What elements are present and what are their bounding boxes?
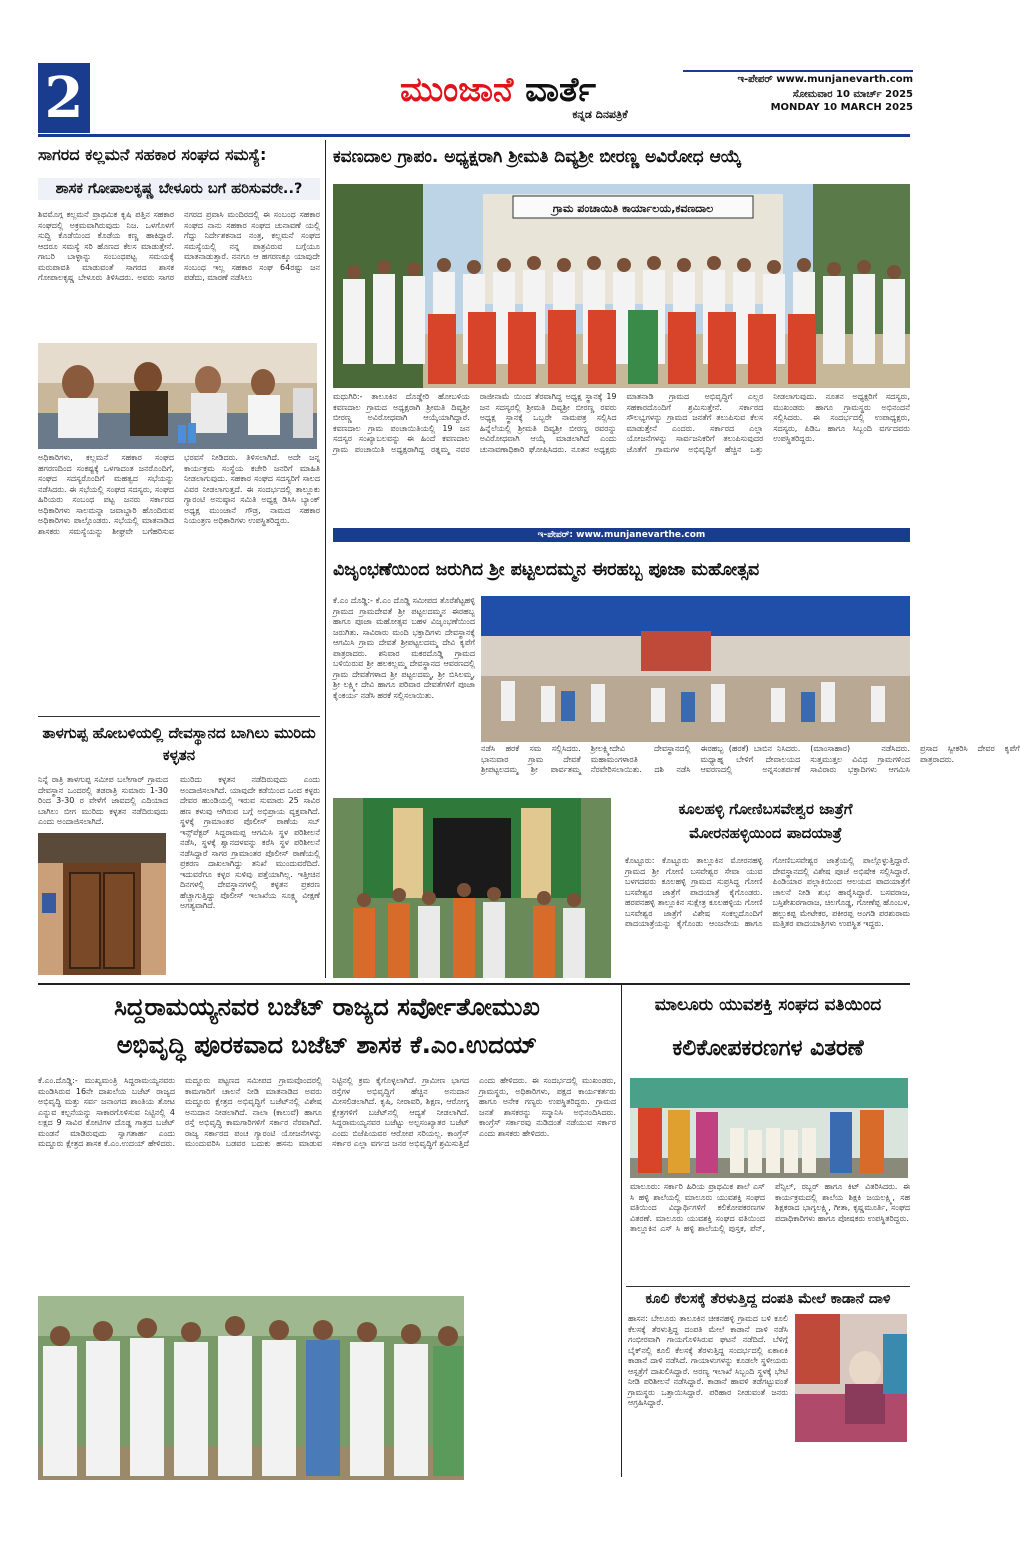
epaper-divider[interactable]: ಇ-ಪೇಪರ್: www.munjanevarthe.com xyxy=(333,528,910,542)
section-rule xyxy=(38,983,910,985)
photo-sign-text: ಗ್ರಾಮ ಪಂಚಾಯಿತಿ ಕಾರ್ಯಾಲಯ,ಕವಣದಾಲ xyxy=(552,202,714,215)
budget-headline-1[interactable]: ಸಿದ್ದರಾಮಯ್ಯನವರ ಬಜೆಟ್ ರಾಜ್ಯದ ಸರ್ವೋತೋಮುಖ xyxy=(114,993,540,1021)
sagara-headline-1[interactable]: ಸಾಗರದ ಕಲ್ಲಮನೆ ಸಹಕಾರ ಸಂಘದ ಸಮಸ್ಯೆ: xyxy=(38,145,267,164)
page-number: 2 xyxy=(38,63,90,133)
budget-body: ಕೆ.ಎಂ.ದೊಡ್ಡಿ:- ಮುಖ್ಯಮಂತ್ರಿ ಸಿದ್ದರಾಮಯ್ಯನವರು ಮಂಡಿಸಿರುವ 16ನೇ ದಾಖಲೆಯ ಬಜೆಟ್ ರಾಜ್ಯದ ಅಭಿವೃದ್ಧಿ ಮತ್ತು ಸರ್ವ ಜನಾಂಗದ ಶಾಂತಿಯ ತೋಟ ಎನ್ನುವ ಕಲ್ಪನೆಯನ್ನು ಸಾಕಾರಗೊಳಿಸುವ ನಿಟ್ಟಿನಲ್ಲಿ 4 ಲಕ್ಷದ 9 ಸಾವಿರ ಕೋಟಿಗಳ ದೊಡ್ಡ ಗಾತ್ರದ ಬಜೆಟ್ ಮಂಡನೆ ಮಾಡಿರುವುದು ಸ್ವಾಗತಾರ್ಹ ಎಂದು ಮದ್ದೂರು ಕ್ಷೇತ್ರದ ಶಾಸಕ ಕೆ.ಎಂ.ಉದಯ್ ಹೇಳಿದರು. ಮದ್ದೂರು ಪಟ್ಟಣದ ಸಮೀಪದ ಗ್ರಾಮವೊಂದರಲ್ಲಿ ಕಾಮಗಾರಿಗೆ ಚಾಲನೆ ನೀಡಿ ಮಾತನಾಡಿದ ಅವರು ಮದ್ದೂರು ಕ್ಷೇತ್ರದ ಅಭಿವೃದ್ಧಿಗೆ ಬಜೆಟ್‌ನಲ್ಲಿ ವಿಶೇಷ ಅನುದಾನ ನೀಡಲಾಗಿದೆ. ನಾಲಾ (ಕಾಲುವೆ) ಹಾಗೂ ರಸ್ತೆ ಅಭಿವೃದ್ಧಿ ಕಾಮಗಾರಿಗಳಿಗೆ ಸರ್ಕಾರ ನೆರವಾಗಿದೆ. ರಾಜ್ಯ ಸರ್ಕಾರದ ಪಂಚ ಗ್ಯಾರಂಟಿ ಯೋಜನೆಗಳನ್ನು ಮುಂದುವರಿಸಿ ಬಡವರ ಬದುಕು ಹಸನು ಮಾಡುವ ನಿಟ್ಟಿನಲ್ಲಿ ಕ್ರಮ ಕೈಗೊಳ್ಳಲಾಗಿದೆ. ಗ್ರಾಮೀಣ ಭಾಗದ ರಸ್ತೆಗಳ ಅಭಿವೃದ್ಧಿಗೆ ಹೆಚ್ಚಿನ ಅನುದಾನ ಮೀಸಲಿಡಲಾಗಿದೆ. ಕೃಷಿ, ನೀರಾವರಿ, ಶಿಕ್ಷಣ, ಆರೋಗ್ಯ ಕ್ಷೇತ್ರಗಳಿಗೆ ಬಜೆಟ್‌ನಲ್ಲಿ ಆದ್ಯತೆ ನೀಡಲಾಗಿದೆ. ಸಿದ್ದರಾಮಯ್ಯನವರ ಬಜೆಟ್ಟು ಅಲ್ಪಸಂಖ್ಯಾತರ ಬಜೆಟ್ ಎಂದು ಬಿಜೆಪಿಯವರ ಆರೋಪ ಸರಿಯಲ್ಲ. ಕಾಂಗ್ರೆಸ್ ಸರ್ಕಾರ ಎಲ್ಲಾ ವರ್ಗದ ಜನರ ಅಭಿವೃದ್ಧಿಗೆ ಶ್ರಮಿಸುತ್ತಿದೆ ಎಂದು ಹೇಳಿದರು. ಈ ಸಂದರ್ಭದಲ್ಲಿ ಮುಖಂಡರು, ಗ್ರಾಮಸ್ಥರು, ಅಧಿಕಾರಿಗಳು, ಪಕ್ಷದ ಕಾರ್ಯಕರ್ತರು ಹಾಗೂ ಅನೇಕ ಗಣ್ಯರು ಉಪಸ್ಥಿತರಿದ್ದರು. ಗ್ರಾಮದ ಜನತೆ ಶಾಸಕರನ್ನು ಸನ್ಮಾನಿಸಿ ಅಭಿನಂದಿಸಿದರು. ಕಾಂಗ್ರೆಸ್ ಸರ್ಕಾರವು ನುಡಿದಂತೆ ನಡೆಯುವ ಸರ್ಕಾರ ಎಂದು ಶಾಸಕರು ಹೇಳಿದರು. xyxy=(38,1076,616,1148)
masthead-rule xyxy=(38,134,910,137)
padayatra-photo xyxy=(333,798,611,978)
sagara-headline-2[interactable]: ಶಾಸಕ ಗೋಪಾಲಕೃಷ್ಣ ಬೇಳೂರು ಬಗೆ ಹರಿಸುವರೇ..? xyxy=(38,178,320,200)
column-divider xyxy=(325,140,326,978)
budget-headline-2[interactable]: ಅಭಿವೃದ್ಧಿ ಪೂರಕವಾದ ಬಜೆಟ್ ಶಾಸಕ ಕೆ.ಎಂ.ಉದಯ್ xyxy=(116,1031,538,1059)
malur-headline-2[interactable]: ಕಲಿಕೋಪಕರಣಗಳ ವಿತರಣೆ xyxy=(672,1036,864,1061)
talaguppa-headline[interactable] xyxy=(38,722,320,766)
malur-body: ಮಾಲೂರು: ಸರ್ಕಾರಿ ಹಿರಿಯ ಪ್ರಾಥಮಿಕ ಶಾಲೆ ಎಸ್ ಸಿ ಹಳ್ಳಿ ಶಾಲೆಯಲ್ಲಿ ಮಾಲೂರು ಯುವಶಕ್ತಿ ಸಂಘದ ವತಿಯಿಂದ ವಿದ್ಯಾರ್ಥಿಗಳಿಗೆ ಕಲಿಕೋಪಕರಣಗಳ ವಿತರಣೆ. ಮಾಲೂರು ಯುವಶಕ್ತಿ ಸಂಘದ ವತಿಯಿಂದ ತಾಲ್ಲೂಕಿನ ಎಸ್ ಸಿ ಹಳ್ಳಿ ಶಾಲೆಯಲ್ಲಿ ಪುಸ್ತಕ, ಪೆನ್, ಪೆನ್ಸಿಲ್, ರಬ್ಬರ್ ಹಾಗೂ ಕಿಟ್ ವಿತರಿಸಿದರು. ಈ ಕಾರ್ಯಕ್ರಮದಲ್ಲಿ ಶಾಲೆಯ ಶಿಕ್ಷಕಿ ಜಯಲಕ್ಷ್ಮಿ, ಸಹ ಶಿಕ್ಷಕರಾದ ಭಾಗ್ಯಲಕ್ಷ್ಮಿ, ಗೀತಾ, ಕೃಷ್ಣಮೂರ್ತಿ, ಸಂಘದ ಪದಾಧಿಕಾರಿಗಳು ಹಾಗೂ ಪೋಷಕರು ಉಪಸ್ಥಿತರಿದ್ದರು. xyxy=(630,1182,910,1233)
sagara-body-bottom: ಅಧಿಕಾರಿಗಳು, ಕಲ್ಲಮನೆ ಸಹಕಾರ ಸಂಘದ ಹಗರಣದಿಂದ ಸಂಕಷ್ಟಕ್ಕೆ ಒಳಗಾದಂತ ಜನರೊಂದಿಗೆ, ಸಂಘದ ಸದಸ್ಯರೊಂದಿಗೆ ಮಹತ್ವದ ಸಭೆಯನ್ನು ನಡೆಸಿದರು. ಈ ಸಭೆಯಲ್ಲಿ ಸಂಘದ ಸದಸ್ಯರು, ಸಂಘದ ಹಿರಿಯರು ಸಂಬಂಧ ಪಟ್ಟ ಜನರು ಸರ್ಕಾರದ ಅಧಿಕಾರಿಗಳು ಸಾಲಮನ್ನಾ ಜವಾಬ್ದಾರಿ ಹೊಂದಿರುವ ಅಧಿಕಾರಿಗಳು ಪಾಲ್ಗೊಂಡರು. ಸಭೆಯಲ್ಲಿ ಮಾತನಾಡಿದ ಶಾಸಕರು ಸಮಸ್ಯೆಯನ್ನು ಶೀಘ್ರವೇ ಬಗೆಹರಿಸುವ ಭರವಸೆ ನೀಡಿದರು. ತಿಳಿಸಲಾಗಿದೆ. ಅದೇ ಜನ್ನ ಕಾರ್ಯಕ್ರಮ ಸಂಸ್ಥೆಯ ಕಚೇರಿ ಜನರಿಗೆ ಮಾಹಿತಿ ನೀಡಲಾಗುವುದು. ಸಹಕಾರ ಸಂಘದ ಸದಸ್ಯರಿಗೆ ಸಾಲದ ವಿವರ ನೀಡಲಾಗುತ್ತದೆ. ಈ ಸಂದರ್ಭದಲ್ಲಿ ತಾಲ್ಲೂಕು ಗ್ಯಾರಂಟಿ ಅನುಷ್ಠಾನ ಸಮಿತಿ ಅಧ್ಯಕ್ಷ ಡಿಸಿಸಿ ಬ್ಯಾಂಕ್ ಅಧ್ಯಕ್ಷ ಮುಂಜಾನೆ ಗೌಡ್ರ, ನಾಮದ ಸಹಕಾರ ನಿಯಂತ್ರಣ ಅಧಿಕಾರಿಗಳು ಉಪಸ್ಥಿತರಿದ್ದರು. xyxy=(38,453,320,536)
epaper-url[interactable]: ಇ-ಪೇಪರ್ www.munjanevarth.com xyxy=(683,70,913,85)
kawanadala-headline[interactable]: ಕವಣದಾಲ ಗ್ರಾಪಂ. ಅಧ್ಯಕ್ಷರಾಗಿ ಶ್ರೀಮತಿ ದಿವ್ಯಶ್ರೀ ಬೀರಣ್ಣ ಅವಿರೋಧ ಆಯ್ಕೆ xyxy=(333,147,742,167)
talaguppa-body-right: ಮುರಿದು ಕಳ್ಳತನ ನಡೆದಿರುವುದು ಎಂದು ಅಂದಾಜಿಸಲಾಗಿದೆ. ಯಾವುದೇ ಕಡೆಯಿಂದ ಒಂದ ಕಳ್ಳರು ದೇವರ ಹುಂಡಿಯಲ್ಲಿ ಇರುವ ಸುಮಾರು 25 ಸಾವಿರ ಹಣ ಕಳುವು ಆಗಿರುವ ಬಗ್ಗೆ ಅಭಿಪ್ರಾಯ ವ್ಯಕ್ತವಾಗಿದೆ. ಸ್ಥಳಕ್ಕೆ ಗ್ರಾಮಾಂತರ ಪೊಲೀಸ್ ಠಾಣೆಯ ಸಬ್ ಇನ್ಸ್‌ಪೆಕ್ಟರ್ ಸಿದ್ದರಾಮಪ್ಪ ಆಗಮಿಸಿ ಸ್ಥಳ ಪರಿಶೀಲನೆ ನಡೆಸಿ, ಸ್ಥಳಕ್ಕೆ ಶ್ವಾನದಳವನ್ನು ಕರೆಸಿ ಸ್ಥಳ ಪರಿಶೀಲನೆ ನಡೆಸಿದ್ದಾರೆ ಸಾಗರ ಗ್ರಾಮಾಂತರ ಪೊಲೀಸ್ ಠಾಣೆಯಲ್ಲಿ ಪ್ರಕರಣ ದಾಖಲಾಗಿದ್ದು ತನಿಖೆ ಮುಂದುವರೆದಿದೆ. ಇದುವರೆಗೂ ಕಳ್ಳರ ಸುಳಿವು ಪತ್ತೆಯಾಗಿಲ್ಲ. ಇತ್ತೀಚಿನ ದಿನಗಳಲ್ಲಿ ದೇವಸ್ಥಾನಗಳಲ್ಲಿ ಕಳ್ಳತನ ಪ್ರಕರಣ ಹೆಚ್ಚಾಗುತ್ತಿದ್ದು ಪೊಲೀಸ್ ಇಲಾಖೆಯ ಸೂಕ್ಷ್ಮ ವೀಕ್ಷಣೆ ಅಗತ್ಯವಾಗಿದೆ. xyxy=(180,775,320,910)
newspaper-tagline: ಕನ್ನಡ ದಿನಪತ್ರಿಕೆ xyxy=(572,108,628,121)
hospital-photo xyxy=(795,1314,907,1442)
title-part1: ಮುಂಜಾನೆ xyxy=(400,70,514,110)
budget-event-photo xyxy=(38,1296,464,1480)
kolahalli-headline-2[interactable]: ಮೋರನಹಳ್ಳಿಯಿಂದ ಪಾದಯಾತ್ರೆ xyxy=(689,824,842,842)
kolahalli-body: ಕೊಟ್ಟೂರು: ಕೊಟ್ಟೂರು ತಾಲ್ಲೂಕಿನ ಮೋರನಹಳ್ಳಿ ಗ್ರಾಮದ ಶ್ರೀ ಗೋಣಿ ಬಸವೇಶ್ವರ ಸೇವಾ ಯುವ ಬಳಗದವರು ಕೂಲಹಳ್ಳಿ ಗ್ರಾಮದ ಸುಪ್ರಸಿದ್ಧ ಗೋಣಿ ಬಸವೇಶ್ವರ ಜಾತ್ರೆಗೆ ಪಾದಯಾತ್ರೆ ಕೈಗೊಂಡರು. ಹರಪನಹಳ್ಳಿ ತಾಲ್ಲೂಕಿನ ಸುಕ್ಷೇತ್ರ ಕೂಲಹಳ್ಳಿಯ ಗೋಣಿ ಬಸವೇಶ್ವರ ಜಾತ್ರೆಗೆ ವಿಶೇಷ ಸಂಕಲ್ಪದೊಂದಿಗೆ ಪಾದಯಾತ್ರೆಯನ್ನು ಕೈಗೊಂಡು ಆಂಜನೇಯ ಹಾಗೂ ಗೋಣಿಬಸವೇಶ್ವರ ಜಾತ್ರೆಯಲ್ಲಿ ಪಾಲ್ಗೊಳ್ಳುತ್ತಿದ್ದಾರೆ. ದೇವಸ್ಥಾನದಲ್ಲಿ ವಿಶೇಷ ಪೂಜೆ ಅಭಿಷೇಕ ಸಲ್ಲಿಸಿದ್ದಾರೆ. ಪಿಂಡಿಯಾರ ಪಲ್ಲಾಕಿಯಿಂದ ಆಲಯದ ಪಾದಯಾತ್ರೆಗೆ ಚಾಲನೆ ನೀಡಿ ಶುಭ ಹಾರೈಸಿದ್ದಾರೆ. ಬಸವರಾಜ, ಬಸ್ತಿಶೇಖರಗಾರಾಜ, ಚಿಲಗೊಡ್ಡ, ಗೋಣೆಪ್ಪ ಹೊಂಬಳ, ಹಲ್ಲುಕಪ್ಪ ಮೇಟೇಕರ, ಪಕೀರಪ್ಪ ಅಂಗಡಿ ಪರಶುರಾಮ ಮತ್ತಿತರ ಪಾದಯಾತ್ರಿಗಳು ಉಪಸ್ಥಿತ ಇದ್ದರು. xyxy=(625,856,910,928)
talaguppa-headline-text: ತಾಳಗುಪ್ಪ ಹೋಬಳಿಯಲ್ಲಿ ದೇವಸ್ಥಾನದ ಬಾಗಿಲು ಮುರಿದು ಕಳ್ಳತನ xyxy=(42,724,316,764)
malur-headline-1[interactable]: ಮಾಲೂರು ಯುವಶಕ್ತಿ ಸಂಘದ ವತಿಯಿಂದ xyxy=(654,995,882,1015)
section-rule xyxy=(38,716,320,717)
malur-school-photo xyxy=(630,1078,908,1178)
date-english: MONDAY 10 MARCH 2025 xyxy=(770,102,913,113)
pattaladamma-body-left: ಕೆ.ಎಂ ದೊಡ್ಡಿ:- ಕೆ.ಎಂ ದೊಡ್ಡಿ ಸಮೀಪದ ತೊರೆಶೆಟ್ಟಹಳ್ಳಿ ಗ್ರಾಮದ ಗ್ರಾಮದೇವತೆ ಶ್ರೀ ಪಟ್ಟಲದಮ್ಮನ ಈರಹಬ್ಬ ಹಾಗೂ ಪೂಜಾ ಮಹೋತ್ಸವ ಬಹಳ ವಿಜೃಂಭಣೆಯಿಂದ ಜರುಗಿತು. ಸಾವಿರಾರು ಮಂದಿ ಭಕ್ತಾದಿಗಳು ದೇವಸ್ಥಾನಕ್ಕೆ ಆಗಮಿಸಿ ಗ್ರಾಮ ದೇವತೆ ಶ್ರೀಪಟ್ಟಲದಮ್ಮ ದೇವಿ ಕೃಪೆಗೆ ಪಾತ್ರರಾದರು. ಶನಿವಾರ ಮಕರದೊಡ್ಡಿ ಗ್ರಾಮದ ಬಳಿಯಿರುವ ಶ್ರೀ ಹಲಕಲ್ಲಮ್ಮ ದೇವಸ್ಥಾನದ ಆವರಣದಲ್ಲಿ ಗ್ರಾಮ ದೇವತೆಗಳಾದ ಶ್ರೀ ಪಟ್ಟಲದಮ್ಮ, ಶ್ರೀ ಬಿಸಿಲಮ್ಮ, ಶ್ರೀ ಲಕ್ಷ್ಮೀ ದೇವಿ ಹಾಗೂ ಪರಿವಾರ ದೇವತೆಗಳಿಗೆ ಪೂಜಾ ಕೈಂಕರ್ಯ ನಡೆಸಿ ಹರಕೆ ಸಲ್ಲಿಸಲಾಯಿತು. xyxy=(333,596,475,700)
pattaladamma-body-right: ನಡೆಸಿ ಹರಕೆ ಸಮ ಸಲ್ಲಿಸಿದರು. ಭಾನುವಾರ ಗ್ರಾಮ ದೇವತೆ ಶ್ರೀಪಟ್ಟಲದಮ್ಮ ಶ್ರೀ ಪಾರ್ವತಮ್ಮ ಶ್ರೀಲಕ್ಷ್ಮೀದೇವಿ ದೇವಸ್ಥಾನದಲ್ಲಿ ಮಹಾಮಂಗಳಾರತಿ ನೆರವೇರಿಸಲಾಯಿತು. ದಶಿ ನಡೆಸಿ ಈರಹಬ್ಬ (ಹರಕೆ) ಬಾಬಿನ ನಿಸಿದರು. ಮಧ್ಯಾಹ್ನ ಬೇಳಿಗೆ ದೇವಾಲಯದ ಆವರಣದಲ್ಲಿ ಅನ್ನಸಂತರ್ಪಣೆ (ಮಾಂಸಾಹಾರ) ನಡೆಸಿದರು. ಸುತ್ತಮುತ್ತಲ ವಿವಿಧ ಗ್ರಾಮಗಳಿಂದ ಸಾವಿರಾರು ಭಕ್ತಾದಿಗಳು ಆಗಮಿಸಿ ಪ್ರಸಾದ ಸ್ವೀಕರಿಸಿ ದೇವರ ಕೃಪೆಗೆ ಪಾತ್ರರಾದರು. xyxy=(481,744,1020,774)
sagara-body-top: ಶಿವಮೊಗ್ಗ ಕಲ್ಲಮನೆ ಪ್ರಾಥಮಿಕ ಕೃಷಿ ಪತ್ತಿನ ಸಹಕಾರ ಸಂಘದಲ್ಲಿ ಅಕ್ರಮವಾಗಿರುವುದು ನಿಜ. ಒಳಗೊಳಗೆ ಸುದ್ದಿ ಕೊಡೆಯಿಂದ ಕೊಡೆಯ ಕಣ್ಣ ಹಾಕಿದ್ದಾರೆ. ಆದರೂ ಸಮಸ್ಯೆ ಸರಿ ಹೊಣದ ಕೆಲಸ ಮಾಡುತ್ತೇನೆ. ಗಾಬರಿ ಬಾಳ್ಳಾನ್ನು ಸಂಬಂಧಪಟ್ಟ ಸಮಯಕ್ಕೆ ಮರುಪಾವತಿ ಮಾಡುವಂತೆ ಸಾಗರದ ಶಾಸಕ ಗೋಪಾಲಕೃಷ್ಣ ಬೇಳೂರು ತಿಳಿಸಿದರು. ಅವರು ಸಾಗರ ನಗರದ ಪ್ರವಾಸಿ ಮಂದಿರದಲ್ಲಿ ಈ ಸಂಬಂಧ ಸಹಕಾರ ಸಂಘದ ನಾನು ಸಹಕಾರ ಸಂಘದ ಚುನಾವಣೆ ಯಲ್ಲಿ ಗೆದ್ದು ನಿರ್ದೇಶಕನಾದ ನಂತ್ರ, ಕಲ್ಲಮನೆ ಸಂಘದ ಸಮಸ್ಯೆಯಲ್ಲಿ ನನ್ನ ಪಾತ್ರವಿರುವ ಬಗ್ಗೆಯೂ ಮಾತನಾಡುತ್ತಾರೆ. ನನಗೂ ಆ ಹಗರಣಕ್ಕೂ ಯಾವುದೇ ಸಂಬಂಧ ಇಲ್ಲ ಸಹಕಾರ ಸಂಘ 64ರಷ್ಟು ಜನ ಪಡೆದು, ಮಾರಣೆ ನಡೆಸಿಲು xyxy=(38,210,320,282)
date-kannada: ಸೋಮವಾರ 10 ಮಾರ್ಚ್ 2025 xyxy=(792,89,913,100)
pattaladamma-headline[interactable]: ವಿಜೃಂಭಣೆಯಿಂದ ಜರುಗಿದ ಶ್ರೀ ಪಟ್ಟಲದಮ್ಮನ ಈರಹಬ್ಬ ಪೂಜಾ ಮಹೋತ್ಸವ xyxy=(333,560,760,580)
masthead-info xyxy=(683,70,913,130)
kooli-body: ಹಾಸನ: ಬೇಲೂರು ತಾಲೂಕಿನ ಚೀಕನಹಳ್ಳಿ ಗ್ರಾಮದ ಬಳಿ ಕೂಲಿ ಕೆಲಸಕ್ಕೆ ತೆರಳುತ್ತಿದ್ದ ದಂಪತಿ ಮೇಲೆ ಕಾಡಾನೆ ದಾಳಿ ನಡೆಸಿ ಗಂಭೀರವಾಗಿ ಗಾಯಗೊಳಿಸಿರುವ ಘಟನೆ ನಡೆದಿದೆ. ಬೆಳಿಗ್ಗೆ ಬೈಕ್‌ನಲ್ಲಿ ಕೂಲಿ ಕೆಲಸಕ್ಕೆ ತೆರಳುತ್ತಿದ್ದ ಸಂದರ್ಭದಲ್ಲಿ ಏಕಾಏಕಿ ಕಾಡಾನೆ ದಾಳಿ ನಡೆಸಿದೆ. ಗಾಯಾಳುಗಳನ್ನು ಕೂಡಲೇ ಸ್ಥಳೀಯರು ಆಸ್ಪತ್ರೆಗೆ ದಾಖಲಿಸಿದ್ದಾರೆ. ಅರಣ್ಯ ಇಲಾಖೆ ಸಿಬ್ಬಂದಿ ಸ್ಥಳಕ್ಕೆ ಭೇಟಿ ನೀಡಿ ಪರಿಶೀಲನೆ ನಡೆಸಿದ್ದಾರೆ. ಕಾಡಾನೆ ಹಾವಳಿ ತಡೆಗಟ್ಟುವಂತೆ ಗ್ರಾಮಸ್ಥರು ಒತ್ತಾಯಿಸಿದ್ದಾರೆ. ಪರಿಹಾರ ನೀಡುವಂತೆ ಜನರು ಆಗ್ರಹಿಸಿದ್ದಾರೆ. xyxy=(628,1314,788,1407)
newspaper-title[interactable] xyxy=(400,70,670,110)
sagara-meeting-photo xyxy=(38,343,317,449)
kawanadala-body: ಮಧುಗಿರಿ:- ತಾಲೂಕಿನ ದೊಡ್ಡೇರಿ ಹೋಬಳಿಯ ಕವಣದಾಲ ಗ್ರಾಮದ ಅಧ್ಯಕ್ಷರಾಗಿ ಶ್ರೀಮತಿ ದಿವ್ಯಶ್ರೀ ಬೀರಣ್ಣ ಅವಿರೋಧವಾಗಿ ಆಯ್ಕೆಯಾಗಿದ್ದಾರೆ. ಕವಣದಾಲ ಗ್ರಾಮ ಪಂಚಾಯಿತಿಯಲ್ಲಿ 19 ಜನ ಸದಸ್ಯರ ಸಂಖ್ಯಾಬಲವನ್ನು ಈ ಹಿಂದೆ ಕವಣದಾಲ ಗ್ರಾಮ ಪಂಚಾಯಿತಿ ಅಧ್ಯಕ್ಷರಾಗಿದ್ದ ರತ್ನಮ್ಮ ನವರ ರಾಜೀನಾಮೆ ಯಿಂದ ತೆರವಾಗಿದ್ದ ಅಧ್ಯಕ್ಷ ಸ್ಥಾನಕ್ಕೆ 19 ಜನ ಸದಸ್ಯರಲ್ಲಿ ಶ್ರೀಮತಿ ದಿವ್ಯಶ್ರೀ ಬೀರಣ್ಣ ರವರು ಅಧ್ಯಕ್ಷ ಸ್ಥಾನಕ್ಕೆ ಒಬ್ಬರೇ ನಾಮಪತ್ರ ಸಲ್ಲಿಸಿದ ಹಿನ್ನೆಲೆಯಲ್ಲಿ ಶ್ರೀಮತಿ ದಿವ್ಯಶ್ರೀ ಬೀರಣ್ಣ ರವರನ್ನು ಅವಿರೋಧವಾಗಿ ಆಯ್ಕೆ ಮಾಡಲಾಗಿದೆ ಎಂದು ಚುನಾವಣಾಧಿಕಾರಿ ಘೋಷಿಸಿದರು. ನೂತನ ಅಧ್ಯಕ್ಷರು ಮಾತನಾಡಿ ಗ್ರಾಮದ ಅಭಿವೃದ್ಧಿಗೆ ಎಲ್ಲರ ಸಹಕಾರದೊಂದಿಗೆ ಶ್ರಮಿಸುತ್ತೇನೆ. ಸರ್ಕಾರದ ಸೌಲಭ್ಯಗಳನ್ನು ಗ್ರಾಮದ ಜನತೆಗೆ ತಲುಪಿಸುವ ಕೆಲಸ ಮಾಡುತ್ತೇನೆ ಎಂದರು. ಸರ್ಕಾರದ ಎಲ್ಲಾ ಯೋಜನೆಗಳನ್ನು ಸಾರ್ವಜನಿಕರಿಗೆ ತಲುಪಿಸುವುದರ ಜೊತೆಗೆ ಗ್ರಾಮಗಳ ಅಭಿವೃದ್ಧಿಗೆ ಹೆಚ್ಚಿನ ಒತ್ತು ನೀಡಲಾಗುವುದು. ನೂತನ ಅಧ್ಯಕ್ಷರಿಗೆ ಸದಸ್ಯರು, ಮುಖಂಡರು ಹಾಗೂ ಗ್ರಾಮಸ್ಥರು ಅಭಿನಂದನೆ ಸಲ್ಲಿಸಿದರು. ಈ ಸಂದರ್ಭದಲ್ಲಿ ಉಪಾಧ್ಯಕ್ಷರು, ಸದಸ್ಯರು, ಪಿಡಿಒ ಹಾಗೂ ಸಿಬ್ಬಂದಿ ವರ್ಗದವರು ಉಪಸ್ಥಿತರಿದ್ದರು. xyxy=(333,392,910,454)
kawanadala-group-photo xyxy=(333,184,910,388)
section-rule xyxy=(626,1286,910,1287)
kolahalli-headline-1[interactable]: ಕೂಲಹಳ್ಳಿ ಗೋಣಿಬಸವೇಶ್ವರ ಜಾತ್ರೆಗೆ xyxy=(678,800,853,818)
temple-door-photo xyxy=(38,833,166,975)
festival-photo xyxy=(481,596,910,742)
column-divider xyxy=(621,985,622,1477)
title-part2: ವಾರ್ತೆ xyxy=(525,70,596,110)
kooli-headline[interactable]: ಕೂಲಿ ಕೆಲಸಕ್ಕೆ ತೆರಳುತ್ತಿದ್ದ ದಂಪತಿ ಮೇಲೆ ಕಾಡಾನೆ ದಾಳಿ xyxy=(645,1291,891,1307)
talaguppa-body-top: ನಿನ್ನೆ ರಾತ್ರಿ ತಾಳಗುಪ್ಪ ಸಮೀಪ ಬಲೇಗಾರ್ ಗ್ರಾಮದ ದೇವಸ್ಥಾನ ಒಂದರಲ್ಲಿ ತಡರಾತ್ರಿ ಸುಮಾರು 1-30 ರಿಂದ 3-30 ರ ವೇಳೆಗೆ ಜಾವದಲ್ಲಿ ಎದಿಯಾದ ಬಾಗಿಲು ಬೀಗ ಮುರಿದು ಕಳ್ಳತನ ನಡೆದಿರುವುದು ಎಂದು ಅಂದಾಜಿಸಲಾಗಿದೆ. xyxy=(38,775,168,826)
